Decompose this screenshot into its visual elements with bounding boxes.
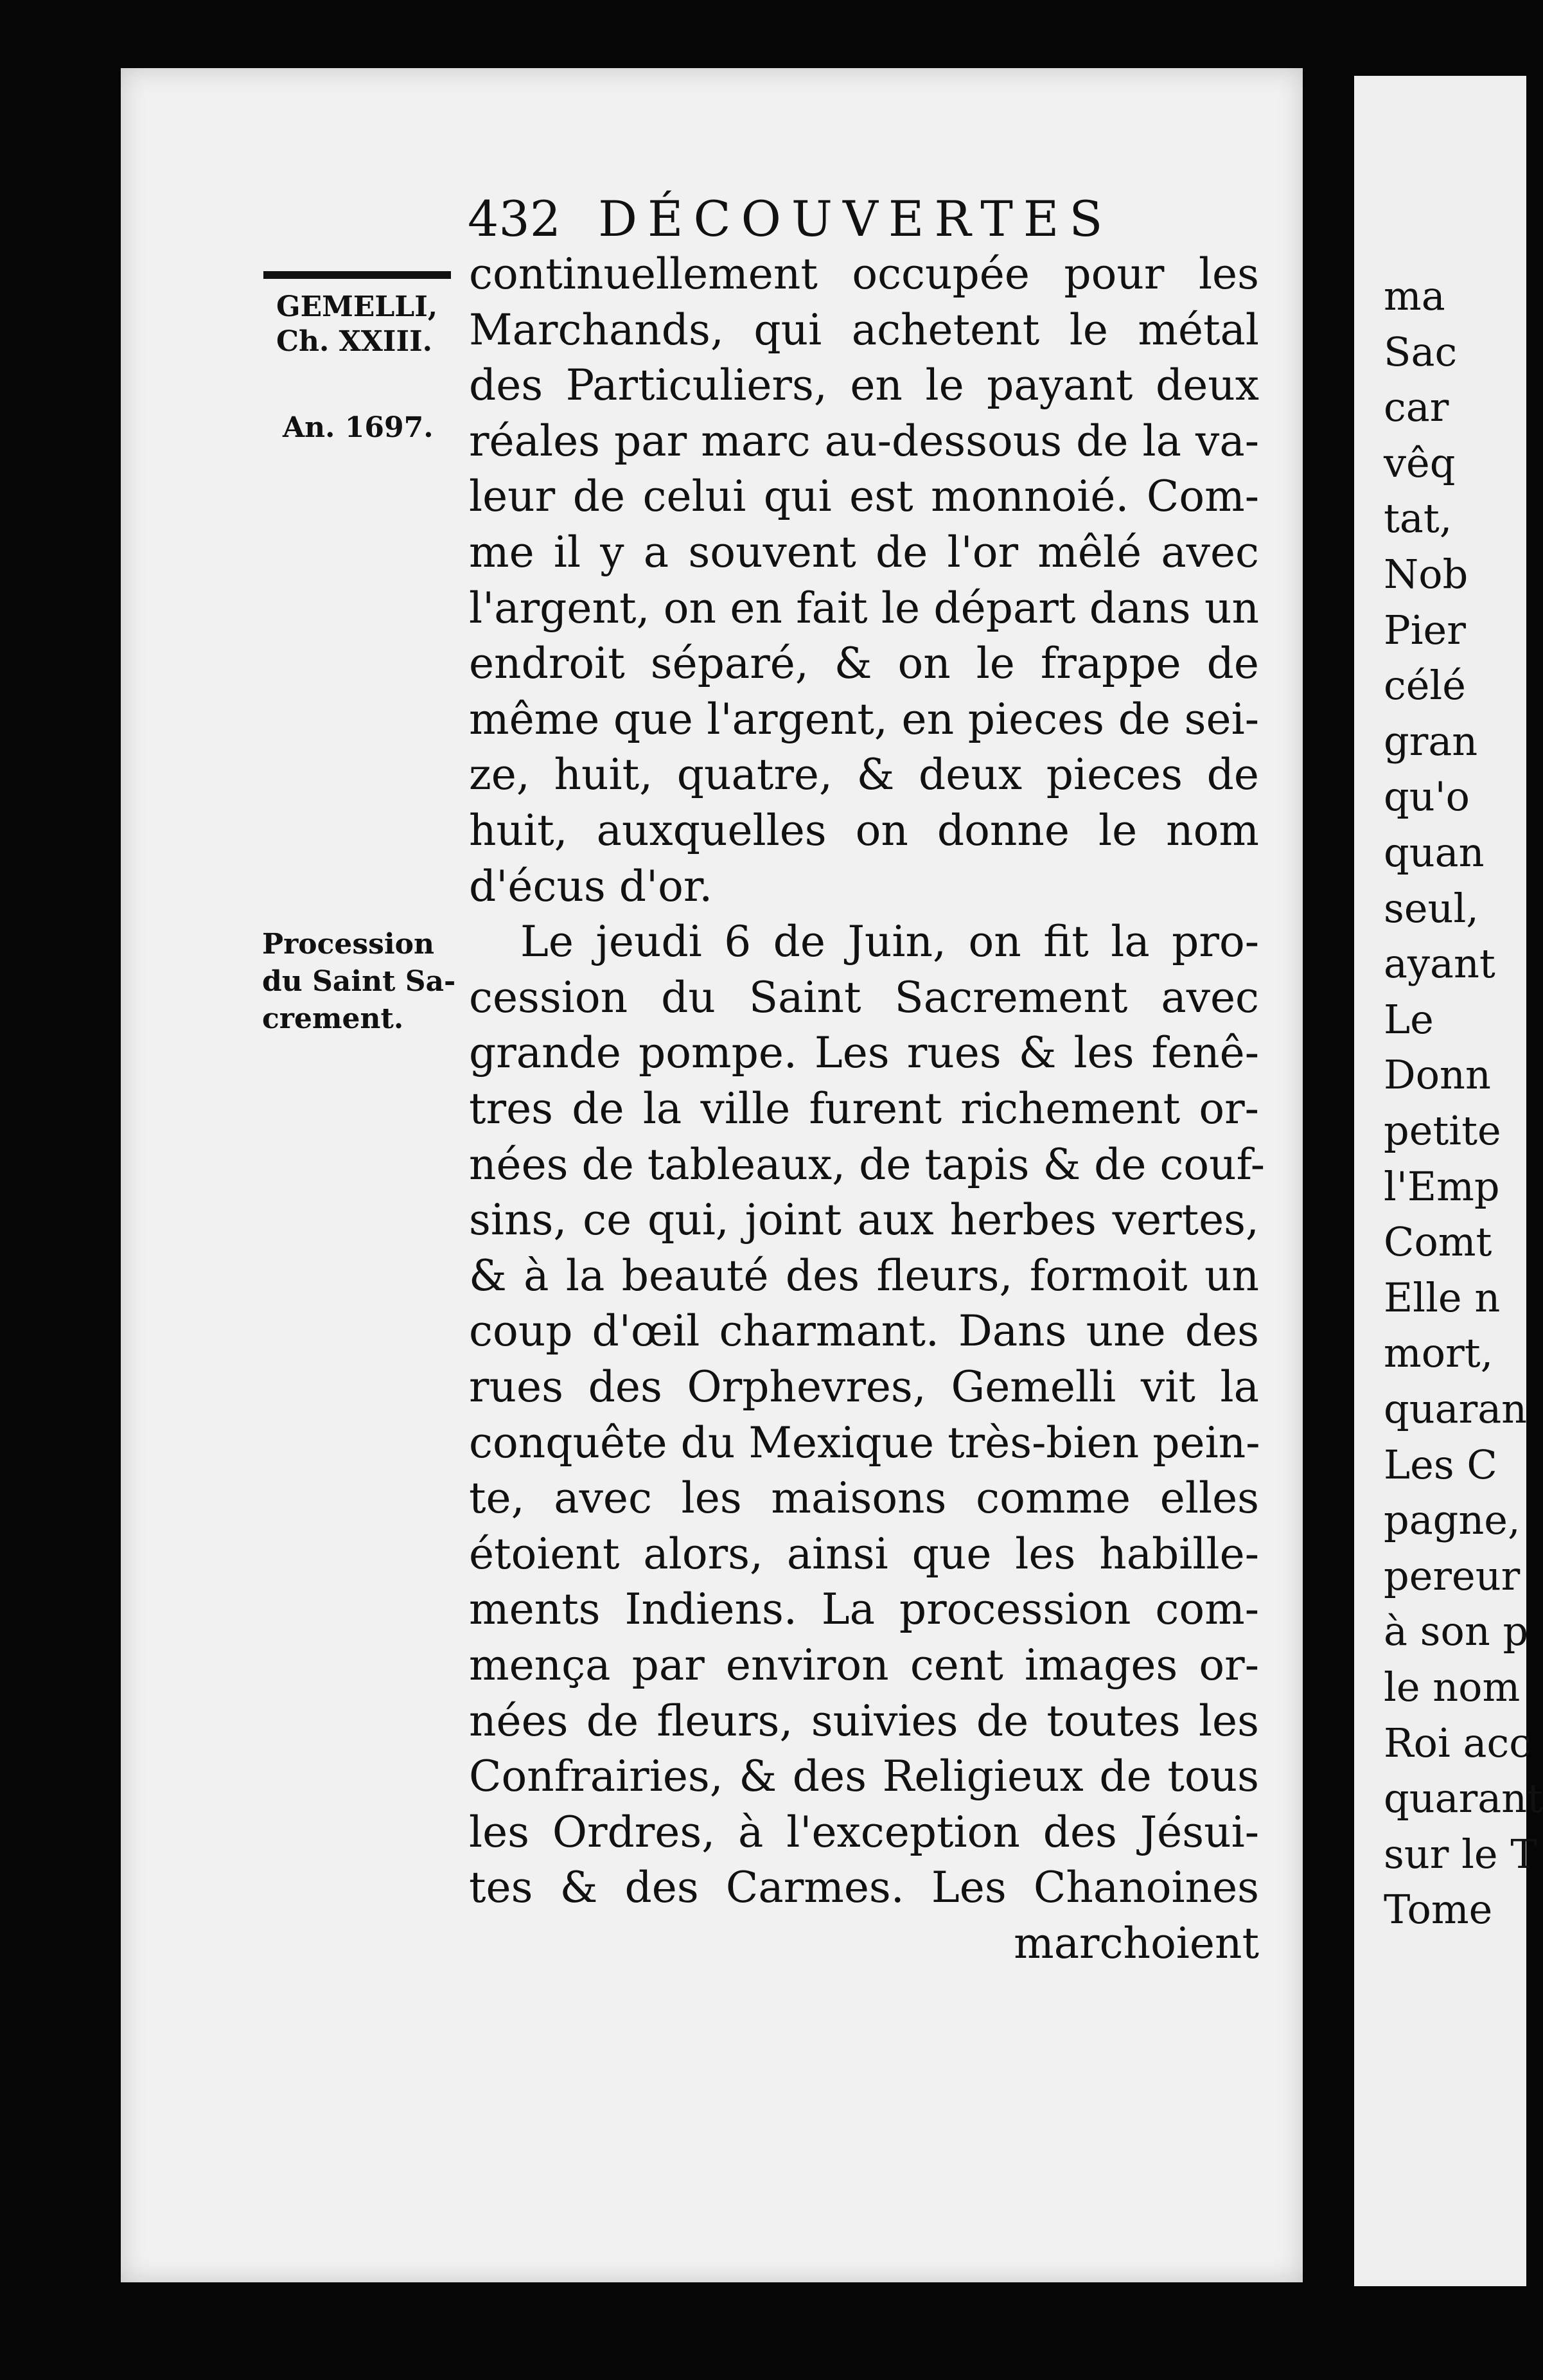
- facing-page-line: à son p: [1384, 1608, 1529, 1655]
- text-line: me il y a souvent de l'or mêlé avec: [469, 528, 1259, 577]
- facing-page-line: Donn: [1384, 1051, 1491, 1099]
- facing-page-line: car: [1384, 384, 1449, 431]
- facing-page-fragment: [1354, 76, 1543, 2286]
- text-line: les Ordres, à l'exception des Jésui-: [469, 1807, 1259, 1857]
- facing-page-line: mort,: [1384, 1329, 1494, 1377]
- text-line: continuellement occupée pour les: [469, 249, 1259, 299]
- facing-page-line: ma: [1384, 272, 1445, 319]
- facing-page-line: petite: [1384, 1107, 1501, 1154]
- text-line: étoient alors, ainsi que les habille-: [469, 1529, 1259, 1579]
- text-line: grande pompe. Les rues & les fenê-: [469, 1028, 1259, 1078]
- margin-chapter: Ch. XXIII.: [276, 325, 432, 358]
- margin-year: An. 1697.: [283, 411, 434, 444]
- text-line: te, avec les maisons comme elles: [469, 1473, 1259, 1523]
- text-line: cession du Saint Sacrement avec: [469, 972, 1259, 1022]
- catchword: marchoient: [1014, 1919, 1259, 1968]
- facing-page-line: Tome: [1384, 1886, 1493, 1933]
- facing-page-line: tat,: [1384, 495, 1452, 542]
- text-line: tres de la ville furent richement or-: [469, 1084, 1259, 1133]
- text-line: l'argent, on en fait le départ dans un: [469, 583, 1259, 633]
- facing-page-line: quaran: [1384, 1385, 1528, 1432]
- facing-page-line: quan: [1384, 829, 1485, 876]
- facing-page-line: Roi acc: [1384, 1719, 1531, 1766]
- margin-note-line: crement.: [262, 1002, 404, 1035]
- facing-page-line: Sac: [1384, 328, 1458, 375]
- facing-page-line: Pier: [1384, 606, 1466, 653]
- text-line: nées de tableaux, de tapis & de couf-: [469, 1139, 1265, 1189]
- facing-page-line: Le: [1384, 995, 1434, 1043]
- text-line: même que l'argent, en pieces de sei-: [469, 694, 1259, 744]
- page-header: [468, 190, 1113, 247]
- text-line: conquête du Mexique très-bien pein-: [469, 1417, 1260, 1468]
- facing-page-line: quarant: [1384, 1775, 1543, 1822]
- facing-page-line: gran: [1384, 717, 1478, 765]
- text-line: leur de celui qui est monnoié. Com-: [469, 472, 1259, 522]
- facing-page-line: Comt: [1384, 1218, 1492, 1266]
- facing-page-line: ayant: [1384, 940, 1495, 988]
- text-line: d'écus d'or.: [469, 861, 713, 911]
- facing-page-line: qu'o: [1384, 773, 1470, 821]
- text-line: réales par marc au-dessous de la va-: [469, 416, 1259, 466]
- text-line: Confrairies, & des Religieux de tous: [469, 1752, 1259, 1802]
- margin-note-line: du Saint Sa-: [262, 965, 456, 998]
- text-line: ments Indiens. La procession com-: [469, 1585, 1259, 1635]
- text-line: sins, ce qui, joint aux herbes vertes,: [469, 1195, 1259, 1245]
- facing-page-line: seul,: [1384, 884, 1479, 932]
- facing-page-line: célé: [1384, 662, 1466, 709]
- text-line: endroit séparé, & on le frappe de: [469, 639, 1259, 689]
- text-line: huit, auxquelles on donne le nom: [469, 806, 1259, 855]
- facing-page-line: Nob: [1384, 551, 1468, 598]
- text-line: ze, huit, quatre, & deux pieces de: [469, 750, 1259, 800]
- text-line: Le jeudi 6 de Juin, on fit la pro-: [520, 917, 1259, 967]
- text-line: Marchands, qui achetent le métal: [469, 305, 1259, 355]
- running-title: DÉCOUVERTES: [598, 190, 1113, 247]
- facing-page-line: l'Emp: [1384, 1162, 1500, 1210]
- text-line: mença par environ cent images or-: [469, 1640, 1259, 1690]
- margin-note-line: Procession: [262, 928, 434, 961]
- facing-page-line: le nom: [1384, 1664, 1521, 1710]
- facing-page-line: Elle n: [1384, 1274, 1501, 1321]
- text-line: & à la beauté des fleurs, formoit un: [469, 1250, 1259, 1301]
- text-line: nées de fleurs, suivies de toutes les: [469, 1696, 1259, 1746]
- facing-page-line: pagne,: [1384, 1496, 1521, 1544]
- facing-page-line: sur le T: [1384, 1830, 1537, 1878]
- facing-page-line: pereur: [1384, 1552, 1521, 1599]
- text-line: coup d'œil charmant. Dans une des: [469, 1306, 1259, 1356]
- text-line: tes & des Carmes. Les Chanoines: [469, 1863, 1259, 1913]
- margin-author: GEMELLI,: [276, 290, 438, 323]
- text-line: des Particuliers, en le payant deux: [469, 360, 1259, 411]
- facing-page-line: vêq: [1384, 439, 1456, 486]
- facing-page-line: Les C: [1384, 1441, 1497, 1488]
- text-line: rues des Orphevres, Gemelli vit la: [469, 1362, 1259, 1412]
- page-number: 432: [468, 190, 561, 247]
- margin-rule: [263, 271, 451, 279]
